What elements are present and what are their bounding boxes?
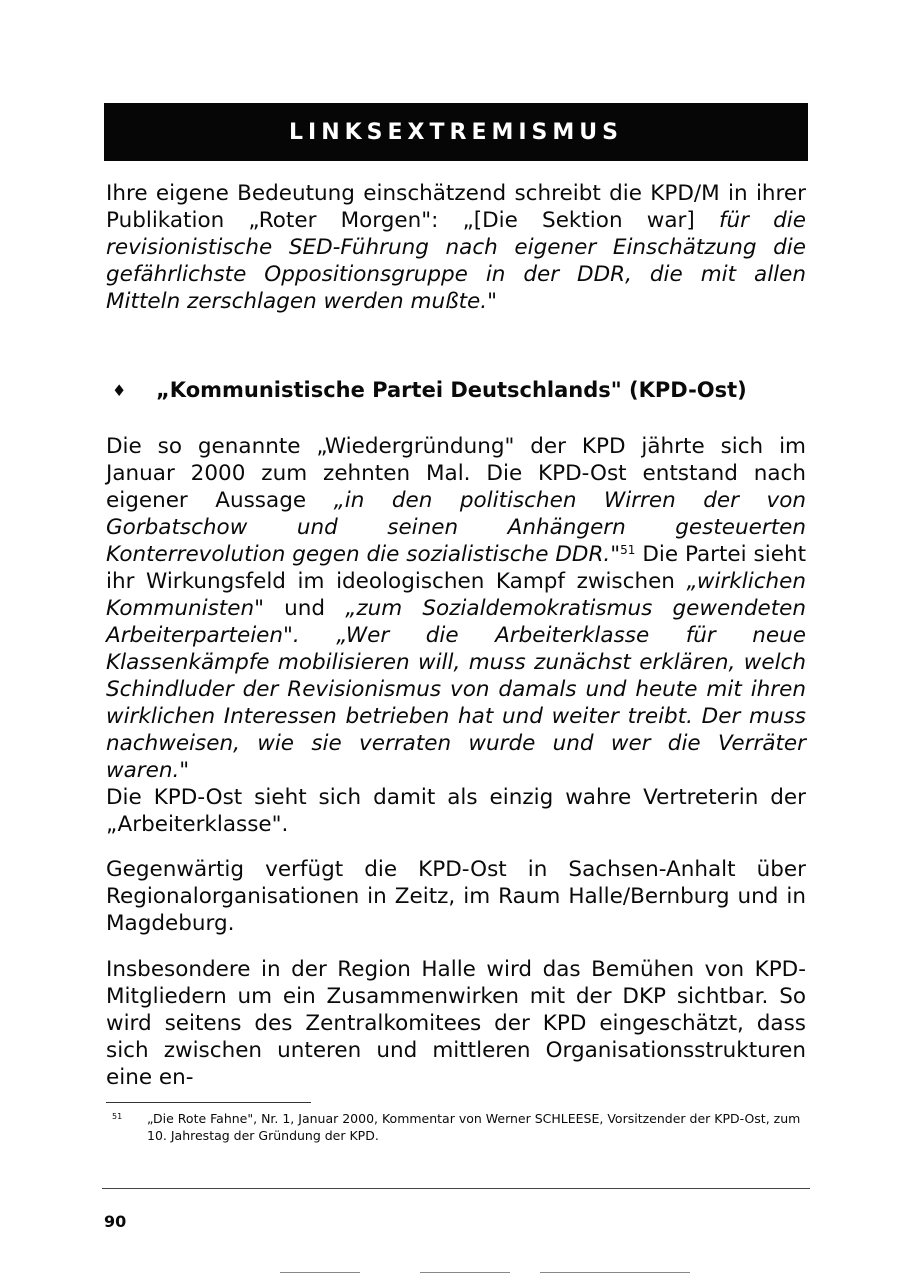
intro-text: Ihre eigene Bedeutung einschätzend schreibt die KPD/M in ihrer Publikation „Roter Morgen": „[Die Sektion war]: [106, 181, 806, 233]
footnote: [112, 1110, 807, 1144]
diamond-bullet-icon: ♦: [112, 380, 127, 400]
page-number: 90: [104, 1212, 127, 1231]
section-banner: [104, 103, 808, 161]
paragraph-continuation: Die KPD-Ost sieht sich damit als einzig wahre Vertreterin der „Arbeiterklasse".: [106, 785, 806, 837]
regional-organisations-paragraph: [106, 856, 806, 937]
quote-text: „wirklichen Kommunisten": [106, 569, 806, 621]
paragraph-text: Gegenwärtig verfügt die KPD-Ost in Sachsen-Anhalt über Regionalorganisationen in Zeitz, im Raum Halle/Bernburg und in Magdeburg.: [106, 857, 806, 936]
footnote-reference[interactable]: 51: [620, 543, 636, 557]
footnote-mark: 51: [112, 1112, 123, 1121]
section-title: LINKSEXTREMISMUS: [289, 119, 623, 145]
intro-paragraph: [106, 180, 806, 315]
paragraph-text: und: [263, 596, 346, 621]
section-heading-title: „Kommunistische Partei Deutschlands" (KPD-Ost): [156, 378, 747, 402]
dkp-cooperation-paragraph: [106, 956, 806, 1091]
intro-quote: für die revisionistische SED-Führung nach eigener Einschätzung die gefährlichste Oppositionsgruppe in der DDR, die mit allen Mitteln zerschlagen werden mußte.": [106, 208, 807, 314]
paragraph-text: Die Partei sieht ihr Wirkungsfeld im ideologischen Kampf zwischen: [106, 542, 806, 594]
quote-text: „in den politischen Wirren der von Gorbatschow und seinen Anhängern gesteuerten Konterrevolution gegen die sozialistische DDR.": [106, 488, 806, 567]
kpd-ost-paragraph: [106, 433, 806, 838]
section-heading: [112, 378, 747, 402]
paragraph-text: Die so genannte „Wiedergründung" der KPD jährte sich im Januar 2000 zum zehnten Mal. Die KPD-Ost entstand nach eigener Aussage: [106, 434, 806, 513]
footnote-text: „Die Rote Fahne", Nr. 1, Januar 2000, Kommentar von Werner SCHLEESE, Vorsitzender der KPD-Ost, zum 10. Jahrestag der Gründung der KPD.: [147, 1111, 801, 1143]
quote-text: „zum Sozialdemokratismus gewendeten Arbeiterparteien". „Wer die Arbeiterklasse für neue Klassenkämpfe mobilisieren will, muss zunächst erklären, welch Schindluder der Revisionismus von damals und heute mit ihren wirklichen Interessen betrieben hat und weiter treibt. Der muss nachweisen, wie sie verraten wurde und wer die Verräter waren.": [106, 596, 806, 783]
footnote-divider: [106, 1102, 311, 1103]
page-bottom-divider: [102, 1188, 810, 1189]
paragraph-text: Insbesondere in der Region Halle wird das Bemühen von KPD-Mitgliedern um ein Zusammenwirken mit der DKP sichtbar. So wird seitens des Zentralkomitees der KPD eingeschätzt, dass sich zwischen unteren und mittleren Organisationsstrukturen eine en-: [106, 957, 806, 1090]
